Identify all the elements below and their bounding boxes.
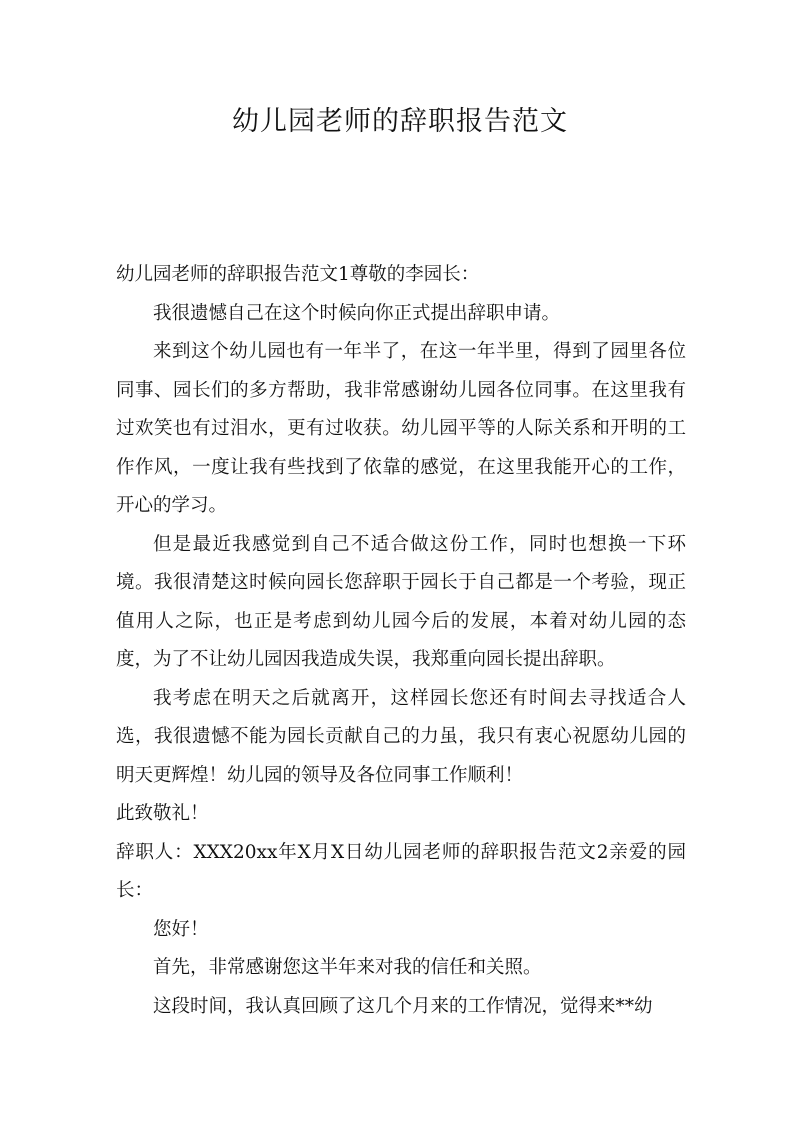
paragraph-6: 这段时间，我认真回顾了这几个月来的工作情况，觉得来**幼 xyxy=(153,995,653,1017)
closing-salutation: 此致敬礼！ xyxy=(116,803,209,824)
paragraph-4: 我考虑在明天之后就离开，这样园长您还有时间去寻找适合人选，我很遗憾不能为园长贡献自己的力虽，我只有衷心祝愿幼儿园的明天更辉煌！幼儿园的领导及各位同事工作顺利！ xyxy=(116,687,686,786)
signature-line: 辞职人：XXX20xx年X月X日幼儿园老师的辞职报告范文2亲爱的园长： xyxy=(116,841,686,901)
document-title: 幼儿园老师的辞职报告范文 xyxy=(232,106,568,137)
document-body xyxy=(116,256,686,1026)
paragraph-2: 来到这个幼儿园也有一年半了，在这一年半里，得到了园里各位同事、园长们的多方帮助，我非常感谢幼儿园各位同事。在这里我有过欢笑也有过泪水，更有过收获。幼儿园平等的人际关系和开明的工作作风，一度让我有些找到了依靠的感觉，在这里我能开心的工作，开心的学习。 xyxy=(116,341,686,516)
greeting-line-2: 您好！ xyxy=(153,918,209,940)
paragraph-3: 但是最近我感觉到自己不适合做这份工作，同时也想换一下环境。我很清楚这时候向园长您辞职于园长于自己都是一个考验，现正值用人之际，也正是考虑到幼儿园今后的发展，本着对幼儿园的态度，为了不让幼儿园因我造成失误，我郑重向园长提出辞职。 xyxy=(116,533,686,670)
paragraph-5: 首先，非常感谢您这半年来对我的信任和关照。 xyxy=(153,957,542,978)
paragraph-1: 我很遗憾自己在这个时候向你正式提出辞职申请。 xyxy=(153,302,561,324)
greeting-line-1: 幼儿园老师的辞职报告范文1尊敬的李园长： xyxy=(116,264,480,285)
